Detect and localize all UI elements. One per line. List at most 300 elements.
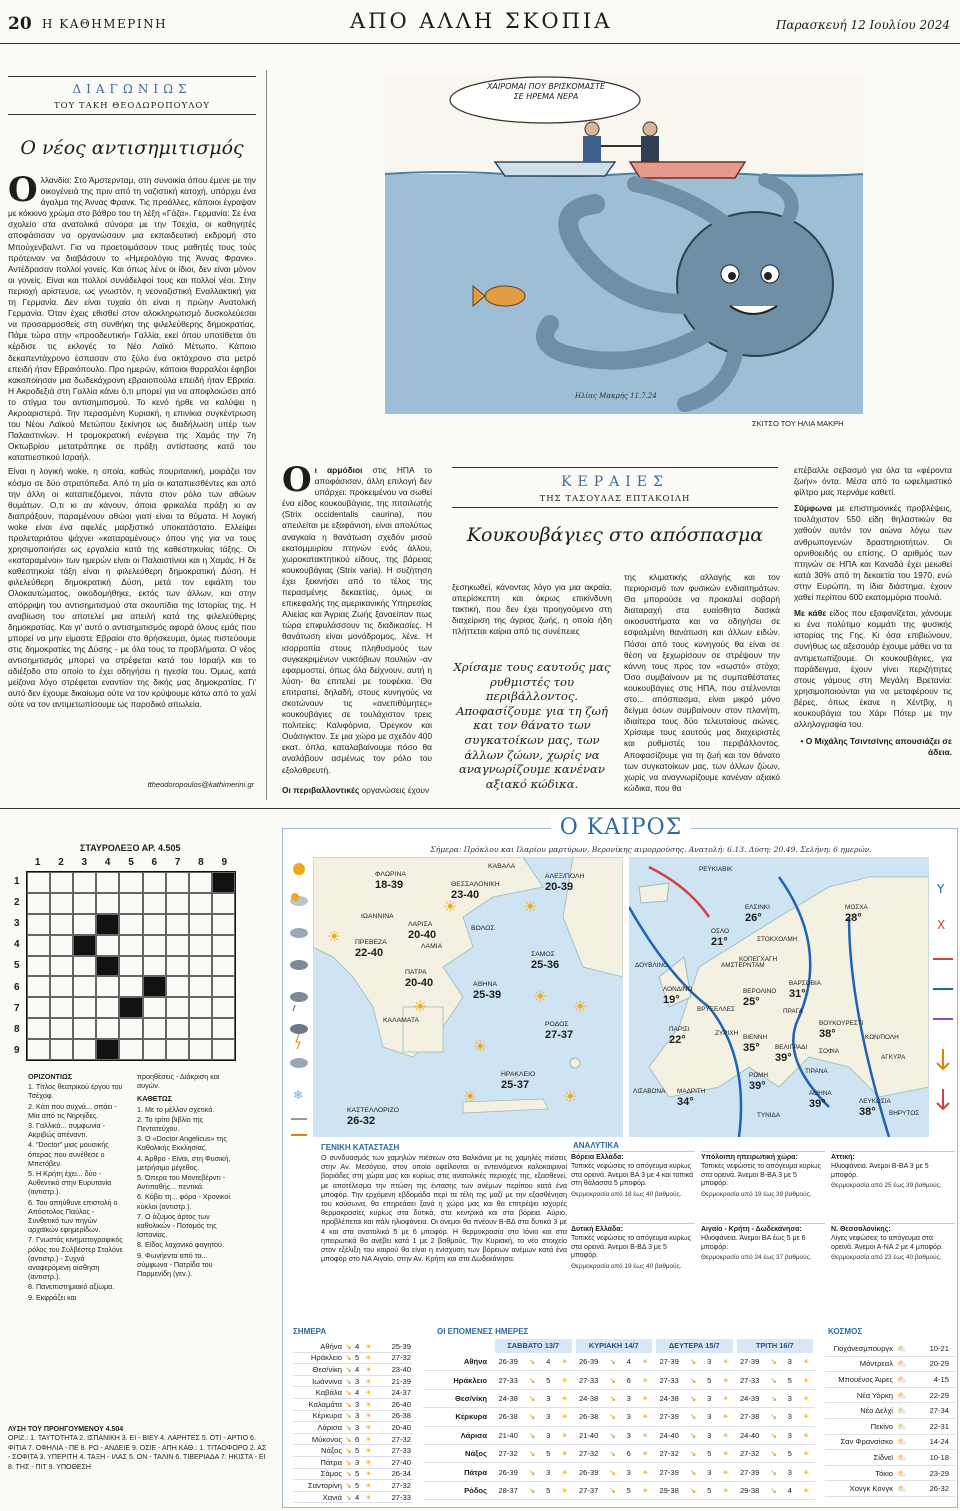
wind-force: 3 <box>626 1393 631 1403</box>
forecast-cell <box>735 1468 816 1477</box>
city-temp: 25-37 <box>501 1079 530 1091</box>
city-name: ΒΟΛΟΣ <box>471 925 495 932</box>
crossword-cell[interactable] <box>73 893 96 914</box>
wind-icon: ↘ <box>609 1467 616 1477</box>
forecast-cell <box>574 1486 655 1495</box>
forecast-cell <box>654 1486 735 1495</box>
forecast-cell <box>493 1357 574 1366</box>
forecast-cell <box>574 1449 655 1458</box>
europe-city <box>721 961 765 971</box>
temp-range: 24-37 <box>391 1388 411 1398</box>
city-name: Σάμος <box>320 1469 342 1479</box>
weather-legend <box>287 857 311 1147</box>
forecast-cell <box>574 1468 655 1477</box>
wind-force: 6 <box>626 1375 631 1385</box>
wind-icon: ↘ <box>770 1449 777 1459</box>
forecast-row <box>423 1390 815 1408</box>
article-body <box>8 175 256 787</box>
europe-city <box>677 1087 705 1107</box>
crossword-cell[interactable] <box>189 872 212 893</box>
sun-icon: ☀ <box>463 1087 478 1106</box>
keraies-col-2 <box>452 582 612 646</box>
crossword-col-number: 6 <box>151 857 158 868</box>
wind-force: 3 <box>355 1457 360 1467</box>
weather-icon: ⛅ <box>897 1452 907 1462</box>
sun-icon: ☀ <box>561 1357 569 1367</box>
crossword-cell[interactable] <box>27 872 50 893</box>
crossword-cell[interactable] <box>27 893 50 914</box>
greece-city <box>405 967 433 989</box>
crossword-cell[interactable] <box>189 1018 212 1039</box>
crossword-cell[interactable] <box>27 935 50 956</box>
today-row <box>293 1422 413 1434</box>
city-name: ΡΕΫΚΙΑΒΙΚ <box>699 866 733 873</box>
city-temp: 22-40 <box>355 947 384 959</box>
forecast-cell <box>654 1376 735 1385</box>
crossword-cell[interactable] <box>143 893 166 914</box>
weather-icon: ⛅ <box>897 1484 907 1494</box>
text-col-1b: οργανώσεις έχουν <box>361 785 430 795</box>
region-text: Τοπικές νεφώσεις το απόγευμα κυρίως στα ορεινά. Άνεμοι Β-ΒΔ 3 με 5 μποφόρ. <box>571 1234 692 1260</box>
europe-city <box>757 935 797 945</box>
wind-force: 5 <box>546 1485 551 1495</box>
forecast-cell <box>735 1394 816 1403</box>
crossword-cell[interactable] <box>73 1018 96 1039</box>
city-temp: 27-37 <box>545 1029 574 1041</box>
crossword-cell[interactable] <box>50 914 73 935</box>
forecast-cell <box>574 1357 655 1366</box>
crossword-cell[interactable] <box>166 1039 189 1060</box>
para-bold: Με κάθε <box>794 608 827 619</box>
text-col-3: της κλιματικής αλλαγής και τον περιορισμό των φυσικών ενδιαιτημάτων. Θα μπορούσε να προκαλεί σοβαρή διαταραχή στα ευαίσθητα δασικά οικοσυστήματα και να οδηγήσει σε εσφαλμένη θανάτωση και άλλων ειδών. Πόσοι από τους κυνηγούς θα είναι σε θέση να ξεχωρίσουν σε στρέψουν την κάννη τους προς τον «σωστό» στόχο; Όσο συμβαίνουν με τις συμπαθέστατες κουκουβάγιες στις ΗΠΑ, που στέλνονται στο... απόσπασμα, είναι μικρό μόνο δείγμα όσων συμβαίνουν στον πλανήτη, ιδιαίτερα τους δύο τελευταίους αιώνες. Χρίσαμε τους εαυτούς μας διαχειριστές και ρυθμιστές του περιβάλλοντος. Αποφασίζουμε για τη ζωή και τον θάνατο των συγκατοίκων μας, των άλλων ζώων, χωρίς να αναγνωρίζουμε κανέναν αξιακό κώδικα, που θα <box>624 572 780 793</box>
region-temp: Θερμοκρασία από 18 έως 40 βαθμούς. <box>571 1191 682 1199</box>
temp-range: 22-29 <box>929 1390 949 1400</box>
sun-icon: ☀ <box>365 1469 372 1479</box>
crossword-cell[interactable] <box>143 1039 166 1060</box>
europe-city <box>859 1097 891 1117</box>
europe-city <box>715 1029 738 1039</box>
crossword-cell[interactable] <box>50 893 73 914</box>
city-name: Λάρισα <box>317 1422 342 1432</box>
temp-range: 28-37 <box>498 1485 518 1495</box>
city-name: ΣΤΟΚΧΟΛΜΗ <box>757 936 798 943</box>
weather-subtitle: Σήμερα: Πρόκλου και Ιλαρίου μαρτύρων, Βερονίκης αιμορρούσης. Ανατολή: 6.13. Δύση: 20.49. Σελήνη: 6 ημερών. <box>430 845 872 854</box>
crossword-cell[interactable] <box>166 956 189 977</box>
temp-range: 27-39 <box>659 1412 679 1422</box>
sun-icon: ☀ <box>641 1357 649 1367</box>
today-title: ΣΗΜΕΡΑ <box>293 1327 327 1336</box>
wind-force: 3 <box>787 1412 792 1422</box>
world-row <box>825 1403 955 1419</box>
forecast-cell <box>654 1357 735 1366</box>
wind-force: 5 <box>355 1446 360 1456</box>
wind-icon: ↘ <box>770 1412 777 1422</box>
crossword-grid[interactable] <box>26 871 236 1061</box>
city-temp: 18-39 <box>375 879 404 891</box>
crossword-cell[interactable] <box>119 976 142 997</box>
crossword-cell[interactable] <box>50 976 73 997</box>
temp-range: 26-40 <box>391 1399 411 1409</box>
city-temp: 25° <box>743 996 760 1008</box>
crossword-cell[interactable] <box>73 997 96 1018</box>
crossword-row-number: 5 <box>14 960 20 972</box>
temp-range: 27-33 <box>578 1375 599 1385</box>
city-temp: 35° <box>743 1042 760 1054</box>
city-name: Ηράκλειο <box>310 1353 342 1363</box>
crossword-cell[interactable] <box>50 956 73 977</box>
crossword-title: ΣΤΑΥΡΟΛΕΞΟ ΑΡ. 4.505 <box>80 843 181 853</box>
sun-icon: ☀ <box>365 1388 372 1398</box>
solution-text: ΟΡΙΖ.: 1. ΤΑΥΤΟΤΗΤΑ 2. ΙΣΠΑΝΙΚΗ 3. ΕΙ - ΒΙΕΥ 4. ΛΑΡΗΤΕΣ 5. ΟΤΙ - ΑΡΤΙΟ 6. ΦΙΤΙΑ 7. ΟΦΗΛΙΑ - ΠΕ 8. ΡΟ - ΑΝΔΕΙΕ 9. ΟΣΙΕ - ΑΠΗ ΚΑΘ.: 1. ΤΙΤΑΟΦΟΡΟ 2. ΑΣ - ΣΟΦΙΤΑ 3. ΥΠΕΡΙΤΗ 4. ΤΑΞΗ - ΙΛΑΣ 5. ΟΝ - ΤΑΛΙΝ 6. ΤΙΒΕΡΙΑΔΑ 7. ΗΚΙΣΤΑ - ΕΙ 8. ΤΗΣ - ΠΙΤ 9. ΥΠΟΘΕΣΗ <box>8 1435 267 1471</box>
crossword-cell[interactable] <box>73 976 96 997</box>
wind-icon: ↘ <box>528 1485 536 1495</box>
across-clue: 1. Τίτλος θεατρικού έργου του Τσέχοφ. <box>28 1082 123 1101</box>
forecast-cell <box>493 1431 574 1440</box>
sun-icon: ☀ <box>327 927 342 946</box>
today-table <box>293 1341 413 1503</box>
sun-icon: ☀ <box>722 1375 730 1385</box>
crossword-cell[interactable] <box>212 956 235 977</box>
crossword-cell[interactable] <box>27 1039 50 1060</box>
europe-city <box>749 1071 768 1091</box>
crossword-cell[interactable] <box>73 956 96 977</box>
region-text: Τοπικές νεφώσεις το απόγευμα κυρίως στα ορεινά. Άνεμοι Β-ΒΑ 3 με 5 μποφόρ. <box>701 1162 822 1188</box>
crossword-row-number: 7 <box>14 1002 20 1014</box>
general-title: ΓΕΝΙΚΗ ΚΑΤΑΣΤΑΣΗ <box>321 1143 400 1152</box>
crossword-cell[interactable] <box>143 935 166 956</box>
wind-force: 3 <box>355 1399 360 1409</box>
crossword-row-number: 4 <box>14 939 20 951</box>
region-forecast <box>831 1151 955 1221</box>
crossword-cell[interactable] <box>166 1018 189 1039</box>
crossword-across <box>28 1072 126 1412</box>
crossword-cell[interactable] <box>119 1018 142 1039</box>
crossword-cell[interactable] <box>27 914 50 935</box>
across-continued: προηθέσεις - Διάκριση και αυγών. <box>137 1072 220 1091</box>
city-name: ΠΑΤΡΑ <box>405 969 427 976</box>
city-name: Σίδνεϊ <box>873 1452 893 1462</box>
today-row <box>293 1445 413 1457</box>
crossword-cell[interactable] <box>212 914 235 935</box>
crossword-row-numbers <box>14 871 26 1061</box>
temp-range: 24-38 <box>659 1393 679 1403</box>
crossword-cell[interactable] <box>96 997 119 1018</box>
crossword-cell[interactable] <box>166 935 189 956</box>
crossword-cell[interactable] <box>189 1039 212 1060</box>
crossword-cell <box>119 997 142 1018</box>
city-name: ΚΩΝ/ΠΟΛΗ <box>865 1034 899 1041</box>
crossword-cell[interactable] <box>212 976 235 997</box>
crossword-cell[interactable] <box>143 1018 166 1039</box>
author-email: ttheodoropoulos@kathimerini.gr <box>147 780 254 789</box>
temp-range: 27-33 <box>391 1446 411 1456</box>
europe-city <box>783 1007 803 1017</box>
crossword-cell[interactable] <box>119 872 142 893</box>
wind-icon: ↘ <box>528 1375 536 1385</box>
crossword-cell[interactable] <box>50 1018 73 1039</box>
city-name: ΜΑΔΡΙΤΗ <box>677 1088 706 1095</box>
crossword-cell[interactable] <box>119 956 142 977</box>
crossword-cell[interactable] <box>50 872 73 893</box>
forecast-cell <box>735 1357 816 1366</box>
wind-icon: ↘ <box>528 1449 536 1459</box>
section-title: ΑΠΟ ΑΛΛΗ ΣΚΟΠΙΑ <box>350 9 613 33</box>
wind-force: 5 <box>787 1375 792 1385</box>
crossword-cell[interactable] <box>212 1039 235 1060</box>
analytic-title: ΑΝΑΛΥΤΙΚΑ <box>573 1141 619 1150</box>
sun-icon: ☀ <box>802 1467 810 1477</box>
city-name: Αθήνα <box>463 1357 487 1367</box>
world-row <box>825 1435 955 1451</box>
crossword-cell[interactable] <box>50 997 73 1018</box>
temp-range: 26-39 <box>498 1467 518 1477</box>
text-col-2: ξεσηκωθεί, κάνοντας λόγο για μια ακραία, απερίσκεπτη και όκρως επικίνδυνη τακτική, που δεν έχει προηγούμενο στη διαχείριση της άγριας ζωής, η οποία ήδη πλήττεται καίρια από τις συνέπειες <box>452 582 612 637</box>
crossword-cell[interactable] <box>143 956 166 977</box>
wind-icon: ↘ <box>770 1430 777 1440</box>
region-name: Βόρεια Ελλάδα: <box>571 1154 624 1161</box>
crossword-cell[interactable] <box>189 914 212 935</box>
cartoon-illustration <box>385 74 863 414</box>
wind-force: 3 <box>787 1467 792 1477</box>
wind-force: 4 <box>626 1357 631 1367</box>
city-name: Λάρισα <box>460 1430 487 1440</box>
city-name: ΑΛΕΞ/ΠΟΛΗ <box>545 873 585 880</box>
wind-icon: ↘ <box>609 1375 616 1385</box>
city-name: Μόντρεαλ <box>859 1359 893 1369</box>
wind-force: 3 <box>707 1412 712 1422</box>
sun-icon: ☀ <box>473 1037 488 1056</box>
region-forecast <box>701 1223 825 1293</box>
svg-text:X: X <box>937 918 946 932</box>
crossword-cell[interactable] <box>27 976 50 997</box>
crossword-cell[interactable] <box>50 935 73 956</box>
city-temp: 34° <box>677 1096 694 1108</box>
region-temp: Θερμοκρασία από 19 έως 39 βαθμούς. <box>701 1191 812 1199</box>
city-name: ΔΟΥΒΛΙΝΟ <box>635 962 669 969</box>
next-days-table <box>423 1339 815 1499</box>
crossword-cell[interactable] <box>143 997 166 1018</box>
temp-range: 26-39 <box>498 1357 518 1367</box>
temp-range: 27-37 <box>578 1485 599 1495</box>
forecast-cell <box>493 1486 574 1495</box>
sun-icon: ☀ <box>802 1430 810 1440</box>
temp-range: 23-40 <box>391 1364 411 1374</box>
europe-city <box>669 1025 690 1045</box>
crossword-cell[interactable] <box>143 914 166 935</box>
weather-icon: ⛅ <box>897 1437 907 1447</box>
crossword-col-number: 1 <box>34 857 41 868</box>
sun-icon: ☀ <box>722 1430 730 1440</box>
day-label: ΚΥΡΙΑΚΗ 14/7 <box>576 1339 653 1353</box>
wind-icon: ↘ <box>345 1469 352 1479</box>
regions-grid <box>571 1151 955 1291</box>
crossword-cell[interactable] <box>27 997 50 1018</box>
forecast-cell <box>654 1468 735 1477</box>
wind-icon: ↘ <box>609 1357 616 1367</box>
greece-city <box>531 949 559 971</box>
crossword-cell[interactable] <box>119 893 142 914</box>
crossword-cell[interactable] <box>166 976 189 997</box>
temp-range: 10-18 <box>929 1452 949 1462</box>
greece-city <box>473 979 501 1001</box>
wind-force: 3 <box>355 1422 360 1432</box>
byline: ΤΗΣ ΤΑΣΟΥΛΑΣ ΕΠΤΑΚΟΙΛΗ <box>539 494 691 504</box>
across-list <box>28 1082 126 1302</box>
city-name: ΠΑΡΙΣΙ <box>669 1026 690 1033</box>
temp-range: 27-32 <box>391 1434 411 1444</box>
temp-range: 25-39 <box>391 1341 411 1351</box>
crossword-cell[interactable] <box>143 872 166 893</box>
temp-range: 24-40 <box>739 1430 760 1440</box>
city-name: ΛΑΜΙΑ <box>421 943 443 950</box>
europe-city <box>635 961 668 971</box>
crossword-cell[interactable] <box>96 893 119 914</box>
temp-range: 23-29 <box>929 1468 949 1478</box>
city-name: ΛΟΝΔΙΝΟ <box>663 986 693 993</box>
europe-city <box>889 1109 919 1119</box>
crossword-cell[interactable] <box>73 872 96 893</box>
crossword-cell[interactable] <box>27 1018 50 1039</box>
crossword-cell[interactable] <box>119 914 142 935</box>
city-temp: 39° <box>775 1052 792 1064</box>
wind-force: 3 <box>355 1376 360 1386</box>
wind-icon: ↘ <box>345 1353 352 1363</box>
weather-icon: ⛅ <box>897 1406 907 1416</box>
forecast-cell <box>574 1376 655 1385</box>
sun-icon: ☀ <box>722 1467 730 1477</box>
crossword-cell[interactable] <box>212 935 235 956</box>
wind-force: 5 <box>707 1375 712 1385</box>
forecast-row <box>423 1353 815 1371</box>
down-clue: 1. Με το μέλλον σχετικά. <box>137 1104 215 1114</box>
cartoon-credit: ΣΚΙΤΣΟ ΤΟΥ ΗΛΙΑ ΜΑΚΡΗ <box>752 419 844 428</box>
crossword-cell[interactable] <box>96 976 119 997</box>
keraies-col-1 <box>282 465 432 783</box>
down-clue: 5. Όπερα του Μοντεβέρντι - Αντιπαθής... πεντικά. <box>137 1173 226 1192</box>
crossword-cell[interactable] <box>166 914 189 935</box>
wind-icon: ↘ <box>689 1430 697 1440</box>
temp-range: 24-40 <box>659 1430 679 1440</box>
wind-icon: ↘ <box>345 1376 352 1386</box>
crossword-cell[interactable] <box>166 997 189 1018</box>
sun-icon: ☀ <box>365 1457 372 1467</box>
forecast-cell <box>493 1412 574 1421</box>
city-temp: 23-40 <box>451 889 480 901</box>
sun-icon: ☀ <box>722 1357 730 1367</box>
crossword-cell[interactable] <box>96 1018 119 1039</box>
wind-icon: ↘ <box>528 1412 536 1422</box>
forecast-cell <box>574 1431 655 1440</box>
europe-city <box>775 1043 807 1063</box>
forecast-row <box>423 1371 815 1389</box>
forecast-cell <box>493 1449 574 1458</box>
sun-icon: ☀ <box>802 1412 810 1422</box>
crossword-cell[interactable] <box>212 893 235 914</box>
wind-icon: ↘ <box>345 1480 352 1490</box>
crossword-cell[interactable] <box>119 935 142 956</box>
wind-force: 5 <box>707 1485 712 1495</box>
forecast-row <box>423 1427 815 1445</box>
wind-icon: ↘ <box>689 1357 697 1367</box>
temp-range: 27-39 <box>659 1357 679 1367</box>
crossword-cell[interactable] <box>189 997 212 1018</box>
europe-city <box>743 987 776 1007</box>
sun-icon: ☀ <box>365 1364 372 1374</box>
weather-icon: ⛅ <box>897 1343 907 1353</box>
city-name: Μύκονος <box>311 1434 342 1444</box>
crossword-cell[interactable] <box>189 893 212 914</box>
city-name: Χονγκ Κονγκ <box>849 1484 893 1494</box>
city-name: ΚΑΒΑΛΑ <box>488 863 516 870</box>
temp-range: 21-40 <box>578 1430 599 1440</box>
crossword-cell[interactable] <box>73 914 96 935</box>
crossword-cell[interactable] <box>189 956 212 977</box>
forecast-row <box>423 1408 815 1426</box>
crossword-cell[interactable] <box>189 935 212 956</box>
world-row <box>825 1481 955 1497</box>
crossword-cell[interactable] <box>189 976 212 997</box>
europe-city <box>805 1067 828 1077</box>
forecast-cell <box>654 1449 735 1458</box>
down-clue: 2. Το τρίτο βιβλίο της Πεντατεύχου. <box>137 1114 204 1134</box>
greece-city <box>471 923 495 934</box>
crossword-cell[interactable] <box>166 872 189 893</box>
para-bold: Οι περιβαλλοντικές <box>282 785 360 795</box>
crossword-cell[interactable] <box>212 1018 235 1039</box>
city-name: ΠΡΑΓΑ <box>783 1008 803 1015</box>
city-name: ΒΙΕΝΝΗ <box>743 1034 768 1041</box>
crossword-cell[interactable] <box>27 956 50 977</box>
temp-range: 29-38 <box>739 1485 760 1495</box>
temp-range: 29-38 <box>659 1485 679 1495</box>
city-name: Χανιά <box>322 1492 342 1502</box>
temp-range: 27-32 <box>391 1480 411 1490</box>
author-note: • Ο Μιχάλης Τσιντσίνης απουσιάζει σε άδεια. <box>800 736 952 758</box>
sun-icon: ☀ <box>561 1449 569 1459</box>
city-name: Ηράκλειο <box>453 1375 487 1385</box>
paragraph-2: Είναι η λογική woke, η οποία, καθώς πουριτανική, μοιράζει τον κόσμο σε δύο στρατόπεδα. Από τη μία οι καταπιεσθέντες και από την άλλη οι καταπιεζόμενοι, πάντα στον ρόλο των αθώων θυμάτων. Ο,τι κι αν κάνουν, όποια φρικαλέα πράξη κι αν διαπράξουν, παραμένουν αθώοι γιατί είναι τα θύματα. Η λογική woke είναι ένα αφελές μαρξιστικό υποκατάστατο. Ελλείψει προλεταριάτου ψάχνει «καταραμένους» όπου γης για να τους χρησιμοποιήσει ως εργαλεία κατά της καθεστηκυίας τάξης. Οι «καταραμένοι» των ημερών είναι οι Παλαιστίνιοι και η Χαμάς. Η δε καθεστηκυία τάξη είναι η φιλελεύθερη δημοκρατική Δύση. Η φιλελεύθερη δημοκρατική Δύση, μετά τον εφιάλτη του Ολοκαυτώματος, οικοδομήθηκε, εκτός των άλλων, και στην απόρριψη του αντισημιτισμού στα σκουπίδια της Ιστορίας της. Η αναβίωση του αποτελεί μια απειλή κατά της φιλελεύθερης δημοκρατίας. Και γι' αυτό ο αντισημιτισμός αφορά όλους εμάς που μπορεί να μην είμαστε Εβραίοι στο θρήσκευμα, όμως πιστεύουμε στις δημοκρατίες της Δύσης - με όλα τους τα προβλήματα. Ο νέος αντισημιτισμός μπορεί να στρέφεται κατά του Ισραήλ και το αδιέξοδο στο οποίο το έχει οδηγήσει η ηγεσία του. Όμως, κατά μείζονα λόγο στρέφεται εναντίον της δικής μας δημοκρατίας. Γι' αυτό δεν έχουμε δικαίωμα ούτε να τον κρύψουμε κάτω από το χαλί ούτε να τον αντιμετωπίσουμε ως παροδικό απωλεία. <box>8 466 256 710</box>
sun-icon: ☀ <box>561 1375 569 1385</box>
sun-icon: ☀ <box>802 1449 810 1459</box>
crossword-cell[interactable] <box>166 893 189 914</box>
column-name: ΔΙΑΓΩΝΙΩΣ <box>72 82 192 96</box>
today-row <box>293 1399 413 1411</box>
crossword-cell[interactable] <box>73 1039 96 1060</box>
world-row <box>825 1357 955 1373</box>
europe-city <box>881 1053 905 1063</box>
crossword-cell[interactable] <box>119 1039 142 1060</box>
crossword-cell[interactable] <box>212 997 235 1018</box>
crossword-cell[interactable] <box>50 1039 73 1060</box>
down-clue: 3. Ο «Doctor Angelicus» της Καθολικής Εκκλησίας. <box>137 1134 227 1153</box>
cartoon-signature: Ηλίας Μακρής 11.7.24 <box>575 392 657 400</box>
crossword-cell[interactable] <box>96 935 119 956</box>
cartoon <box>385 74 863 414</box>
crossword-cell[interactable] <box>96 872 119 893</box>
temp-range: 26-38 <box>391 1411 411 1421</box>
wind-icon: ↘ <box>609 1449 616 1459</box>
sun-icon: ☀ <box>365 1446 372 1456</box>
temp-range: 27-38 <box>739 1412 760 1422</box>
temp-range: 27-39 <box>739 1467 760 1477</box>
forecast-cell <box>654 1431 735 1440</box>
solution-title: ΛΥΣΗ ΤΟΥ ΠΡΟΗΓΟΥΜΕΝΟΥ 4.504 <box>8 1426 124 1433</box>
wind-icon: ↘ <box>345 1341 352 1351</box>
svg-text:❄: ❄ <box>293 1088 304 1102</box>
sun-icon: ☀ <box>561 1467 569 1477</box>
region-name: Αιγαίο - Κρήτη - Δωδεκάνησα: <box>701 1226 802 1233</box>
temp-range: 21-39 <box>391 1376 411 1386</box>
